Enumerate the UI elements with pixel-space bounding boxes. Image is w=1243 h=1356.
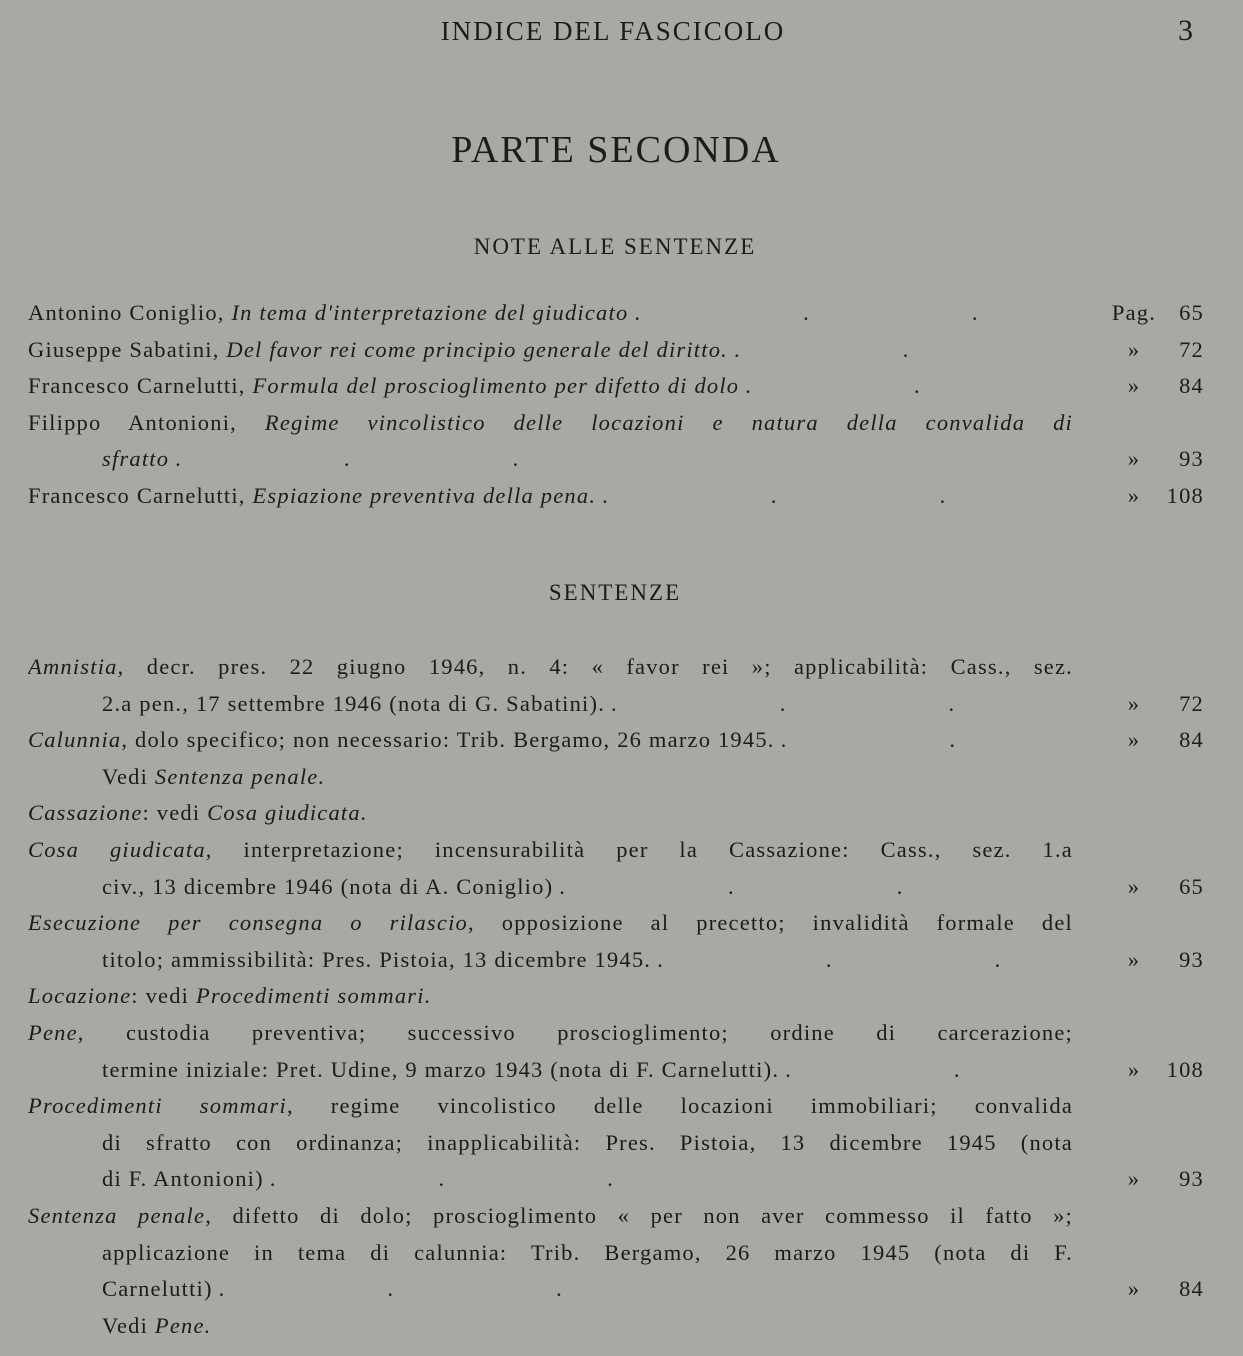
index-entry [28, 478, 1206, 515]
page-marker: » [1127, 336, 1141, 362]
index-entry [28, 649, 1206, 722]
entry-text [28, 332, 1073, 369]
dot-leader [611, 686, 1073, 723]
page-marker: » [1127, 1276, 1141, 1302]
dot-leader [559, 869, 1073, 906]
entry-plain-text: 2.a pen., 17 settembre 1946 (nota di G. Sabatini). [102, 690, 606, 716]
entry-italic-text: Procedimenti sommari. [195, 983, 432, 1009]
entry-italic-text: In tema d'interpretazione del giudicato [231, 300, 629, 325]
entry-plain-text: : vedi [131, 983, 196, 1009]
entry-italic-text: Amnistia [28, 654, 118, 679]
entry-line [28, 295, 1206, 332]
dot-leader [734, 332, 1073, 369]
entry-plain-text: Carnelutti) [102, 1276, 213, 1302]
entry-line [28, 649, 1206, 686]
entry-plain-text: Francesco Carnelutti, [28, 373, 253, 399]
sentenze-list [28, 649, 1206, 1344]
index-entry [28, 332, 1206, 369]
index-entry [28, 405, 1206, 478]
page-reference: 65 [1179, 300, 1204, 325]
page-reference: 84 [1179, 727, 1204, 753]
entry-plain-text: , decr. pres. 22 giugno 1946, n. 4: « favor rei »; applicabilità: Cass., sez. [117, 654, 1073, 679]
entry-text [102, 686, 1073, 723]
entry-italic-text: Calunnia [28, 727, 122, 753]
page-reference: 72 [1179, 336, 1204, 362]
entry-text [102, 1235, 1073, 1272]
running-header-title: INDICE DEL FASCICOLO [440, 16, 786, 46]
page-reference: 84 [1179, 373, 1204, 399]
entry-italic-text: Sentenza penale [28, 1202, 206, 1228]
entry-text [28, 405, 1073, 442]
page-marker: » [1127, 1166, 1141, 1192]
entry-line [28, 1052, 1206, 1089]
entry-text [102, 1052, 1073, 1089]
entry-line [28, 1308, 1206, 1345]
page-reference: 65 [1179, 873, 1204, 899]
entry-text [102, 759, 1073, 796]
index-entry [28, 1015, 1206, 1088]
entry-italic-text: Sentenza penale. [154, 763, 326, 789]
entry-plain-text: , regime vincolistico delle locazioni immobiliari; convalida [286, 1093, 1073, 1119]
entry-text [28, 978, 1073, 1015]
entry-line [28, 942, 1206, 979]
index-entry [28, 795, 1206, 832]
entry-text [28, 1015, 1073, 1052]
page-reference: 72 [1179, 690, 1204, 716]
section-heading-notes: NOTE ALLE SENTENZE [473, 234, 757, 259]
entry-plain-text: Vedi [102, 763, 155, 789]
dot-leader [781, 722, 1073, 759]
entry-plain-text: Vedi [102, 1312, 155, 1338]
entry-text [28, 832, 1073, 869]
entry-italic-text: Procedimenti sommari [28, 1093, 287, 1119]
entry-plain-text: civ., 13 dicembre 1946 (nota di A. Coniglio) [102, 873, 554, 899]
page-reference: 84 [1179, 1276, 1204, 1302]
page-marker: » [1127, 482, 1141, 508]
entry-text [28, 722, 1073, 759]
entry-text [102, 441, 1073, 478]
entry-plain-text: , opposizione al precetto; invalidità formale del [467, 910, 1073, 936]
part-title: PARTE SECONDA [451, 129, 781, 171]
dot-leader [175, 441, 1073, 478]
entry-plain-text: : vedi [142, 800, 208, 826]
entry-text [102, 1271, 1073, 1308]
entry-line [28, 332, 1206, 369]
entry-text [102, 869, 1073, 906]
entry-line [28, 368, 1206, 405]
page-reference: 93 [1179, 446, 1204, 472]
entry-plain-text: Antonino Coniglio, [28, 300, 232, 325]
page-marker: » [1127, 946, 1141, 972]
entry-line [28, 1271, 1206, 1308]
entry-italic-text: Formula del proscioglimento per difetto di dolo [252, 373, 740, 399]
dot-leader [745, 368, 1073, 405]
page-marker: » [1127, 1056, 1141, 1082]
entry-line [28, 832, 1206, 869]
entry-line [28, 905, 1206, 942]
page-marker: Pag. [1111, 300, 1157, 325]
entry-line [28, 978, 1206, 1015]
dot-leader [634, 295, 1073, 332]
entry-plain-text: , difetto di dolo; proscioglimento « per non aver commesso il fatto »; [205, 1202, 1073, 1228]
entry-line [28, 1235, 1206, 1272]
entry-line [28, 405, 1206, 442]
entry-line [28, 686, 1206, 723]
page-marker: » [1127, 373, 1141, 399]
entry-italic-text: sfratto [102, 446, 170, 472]
entry-plain-text: Francesco Carnelutti, [28, 482, 253, 508]
entry-italic-text: Cosa giudicata. [207, 800, 368, 826]
entry-plain-text: termine iniziale: Pret. Udine, 9 marzo 1943 (nota di F. Carnelutti). [102, 1056, 780, 1082]
page-marker: » [1127, 873, 1141, 899]
entry-text [28, 795, 1073, 832]
dot-leader [219, 1271, 1073, 1308]
index-entry [28, 978, 1206, 1015]
entry-italic-text: Locazione [28, 983, 132, 1009]
entry-text [28, 368, 1073, 405]
entry-italic-text: Cosa giudicata [28, 836, 206, 862]
section-heading-sentenze: SENTENZE [548, 580, 682, 605]
entry-text [28, 478, 1073, 515]
dot-leader [602, 478, 1073, 515]
page-marker: » [1127, 690, 1141, 716]
entry-text [28, 1198, 1073, 1235]
dot-leader [657, 942, 1073, 979]
entry-text [102, 1308, 1073, 1345]
entry-italic-text: Regime vincolistico delle locazioni e natura della convalida di [264, 409, 1073, 435]
entry-line [28, 1015, 1206, 1052]
notes-list [28, 295, 1206, 515]
entry-plain-text: di F. Antonioni) [102, 1166, 264, 1192]
entry-text [28, 905, 1073, 942]
page-number: 3 [1178, 14, 1193, 47]
entry-line [28, 1125, 1206, 1162]
entry-plain-text: titolo; ammissibilità: Pres. Pistoia, 13 dicembre 1945. [102, 946, 652, 972]
entry-text [102, 1125, 1073, 1162]
entry-plain-text: Giuseppe Sabatini, [28, 336, 227, 362]
dot-leader [785, 1052, 1073, 1089]
entry-line [28, 1088, 1206, 1125]
index-entry [28, 368, 1206, 405]
entry-italic-text: Cassazione [28, 800, 143, 826]
entry-italic-text: Espiazione preventiva della pena. [252, 482, 597, 508]
entry-line [28, 759, 1206, 796]
entry-line [28, 1161, 1206, 1198]
entry-plain-text: , custodia preventiva; successivo proscioglimento; ordine di carcerazione; [77, 1019, 1073, 1045]
entry-plain-text: , interpretazione; incensurabilità per la Cassazione: Cass., sez. 1.a [205, 836, 1073, 862]
index-entry [28, 1088, 1206, 1198]
index-entry [28, 295, 1206, 332]
entry-plain-text: Filippo Antonioni, [28, 409, 265, 435]
entry-plain-text: applicazione in tema di calunnia: Trib. Bergamo, 26 marzo 1945 (nota di F. [102, 1239, 1073, 1265]
entry-plain-text: di sfratto con ordinanza; inapplicabilità: Pres. Pistoia, 13 dicembre 1945 (nota [102, 1129, 1073, 1155]
page-reference: 93 [1179, 946, 1204, 972]
index-entry [28, 832, 1206, 905]
entry-text [102, 1161, 1073, 1198]
entry-line [28, 441, 1206, 478]
entry-line [28, 1198, 1206, 1235]
index-entry [28, 759, 1206, 796]
entry-line [28, 795, 1206, 832]
entry-text [28, 649, 1073, 686]
entry-text [28, 1088, 1073, 1125]
index-entry [28, 722, 1206, 759]
entry-line [28, 869, 1206, 906]
page-reference: 93 [1179, 1166, 1204, 1192]
entry-text [102, 942, 1073, 979]
entry-italic-text: Esecuzione per consegna o rilascio [28, 910, 468, 936]
index-entry [28, 1308, 1206, 1345]
page-reference: 108 [1166, 482, 1204, 508]
entry-line [28, 478, 1206, 515]
page-marker: » [1127, 727, 1141, 753]
entry-line [28, 722, 1206, 759]
page-reference: 108 [1166, 1056, 1204, 1082]
entry-italic-text: Del favor rei come principio generale del diritto. [226, 336, 728, 362]
dot-leader [270, 1161, 1073, 1198]
entry-plain-text: , dolo specifico; non necessario: Trib. Bergamo, 26 marzo 1945. [121, 727, 775, 753]
index-entry [28, 905, 1206, 978]
entry-text [28, 295, 1073, 332]
entry-italic-text: Pene. [154, 1312, 212, 1338]
entry-italic-text: Pene [28, 1019, 78, 1045]
page-marker: » [1127, 446, 1141, 472]
index-entry [28, 1198, 1206, 1308]
